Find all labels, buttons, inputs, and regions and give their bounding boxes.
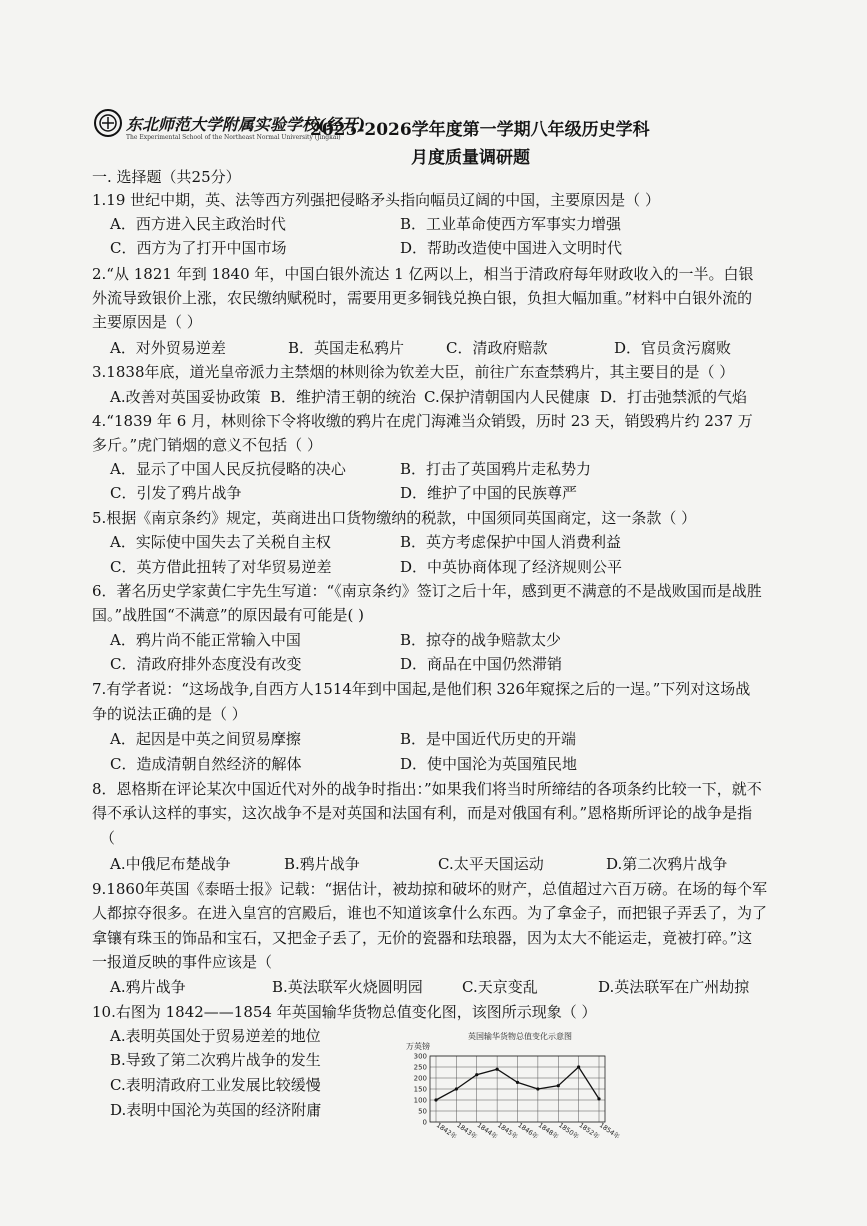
q8-option-b: B.鸦片战争 [284,855,360,873]
q6-option-d: D．商品在中国仍然滞销 [400,655,563,673]
q5-option-d: D．中英协商体现了经济规则公平 [400,558,623,576]
data-point [577,1065,580,1068]
q9-option-c: C.天京变乱 [462,978,538,996]
q4-option-c: C．引发了鸦片战争 [110,484,242,502]
x-tick-label: 1844年 [475,1121,500,1141]
question-6-line-2: 国。”战胜国“不满意”的原因最有可能是( ) [92,606,364,624]
q8-option-c: C.太平天国运动 [438,855,544,873]
x-tick-label: 1854年 [597,1121,622,1141]
q8-option-d: D.第二次鸦片战争 [606,855,728,873]
q7-option-c: C．造成清朝自然经济的解体 [110,755,302,773]
q7-option-b: B．是中国近代历史的开端 [400,730,577,748]
q4-option-d: D．维护了中国的民族尊严 [400,484,578,502]
q2-option-a: A．对外贸易逆差 [110,339,226,357]
x-tick-label: 1842年 [434,1121,459,1141]
x-tick-label: 1846年 [516,1121,540,1141]
chart-ylabel: 万英镑 [406,1042,430,1051]
data-point [455,1087,458,1090]
data-point [516,1081,519,1084]
x-tick-label: 1850年 [557,1121,581,1141]
y-tick-label: 50 [418,1107,427,1116]
q4-option-a: A．显示了中国人民反抗侵略的决心 [110,460,346,478]
exam-title: 2025-2026学年度第一学期八年级历史学科 [310,120,650,140]
q3-option-d: D．打击弛禁派的气焰 [600,388,748,406]
data-point [434,1098,437,1101]
q6-option-a: A．鸦片尚不能正常输入中国 [110,631,301,649]
y-tick-label: 150 [413,1085,427,1094]
data-point [597,1097,600,1100]
q7-option-d: D．使中国沦为英国殖民地 [400,755,578,773]
question-9-line-3: 拿镶有珠玉的饰品和宝石，又把金子丢了，无价的瓷器和珐琅器，因为太大不能运走，竟被打碎。”这 [92,929,753,947]
q7-option-a: A．起因是中英之间贸易摩擦 [110,730,301,748]
q9-option-d: D.英法联军在广州劫掠 [598,978,750,996]
question-9-line-1: 9.1860年英国《泰晤士报》记载：“据估计，被劫掠和破坏的财产，总值超过六百万磅。在场的每个军 [92,880,768,898]
section-heading: 一. 选择题（共25分） [92,168,241,186]
question-2-line-1: 2.“从 1821 年到 1840 年，中国白银外流达 1 亿两以上，相当于清政府每年财政收入的一半。白银 [92,265,754,283]
question-6-line-1: 6．著名历史学家黄仁宇先生写道：“《南京条约》签订之后十年，感到更不满意的不是战败国而是战胜 [92,582,762,600]
q2-option-b: B．英国走私鸦片 [288,339,405,357]
q5-option-b: B．英方考虑保护中国人消费利益 [400,533,622,551]
q10-option-b: B.导致了第二次鸦片战争的发生 [110,1051,321,1069]
x-tick-label: 1852年 [577,1121,601,1141]
q1-option-b: B．工业革命使西方军事实力增强 [400,215,622,233]
question-5-line-1: 5.根据《南京条约》规定，英商进出口货物缴纳的税款，中国须同英国商定，这一条款（ ） [92,509,697,527]
y-tick-label: 250 [413,1063,427,1072]
chart-title: 英国输华货物总值变化示意图 [468,1032,572,1041]
y-tick-label: 300 [413,1052,427,1061]
exam-subtitle: 月度质量调研题 [411,148,530,168]
q2-option-d: D．官员贪污腐败 [614,339,732,357]
q1-option-a: A．西方进入民主政治时代 [110,215,286,233]
q3-option-a: A.改善对英国妥协政策 [110,388,261,406]
q10-option-c: C.表明清政府工业发展比较缓慢 [110,1076,321,1094]
question-8-line-1: 8．恩格斯在评论某次中国近代对外的战争时指出：”如果我们将当时所缔结的各项条约比较一下，就不 [92,780,762,798]
data-point [536,1087,539,1090]
question-3-line-1: 3.1838年底，道光皇帝派力主禁烟的林则徐为钦差大臣，前往广东查禁鸦片，其主要目的是（ ） [92,363,735,381]
question-2-line-2: 外流导致银价上涨，农民缴纳赋税时，需要用更多铜钱兑换白银，负担大幅加重。”材料中白银外流的 [92,289,753,307]
q2-option-c: C．清政府赔款 [446,339,548,357]
question-7-line-2: 争的说法正确的是（ ） [92,705,247,723]
question-4-line-1: 4.“1839 年 6 月，林则徐下令将收缴的鸦片在虎门海滩当众销毁，历时 23 天，销毁鸦片约 237 万 [92,412,753,430]
q4-option-b: B．打击了英国鸦片走私势力 [400,460,592,478]
question-9-line-4: 一报道反映的事件应该是（ [92,953,273,971]
q6-option-b: B．掠夺的战争赔款太少 [400,631,562,649]
data-point [475,1073,478,1076]
q9-option-b: B.英法联军火烧圆明园 [272,978,423,996]
question-2-line-3: 主要原因是（ ） [92,313,202,331]
q1-option-d: D．帮助改造使中国进入文明时代 [400,239,623,257]
data-point [496,1068,499,1071]
q6-option-c: C．清政府排外态度没有改变 [110,655,302,673]
data-point [557,1084,560,1087]
q5-option-c: C．英方借此扭转了对华贸易逆差 [110,558,332,576]
q10-option-d: D.表明中国沦为英国的经济附庸 [110,1101,322,1119]
y-tick-label: 100 [413,1096,427,1105]
x-tick-label: 1848年 [536,1121,561,1141]
q10-option-a: A.表明英国处于贸易逆差的地位 [110,1027,321,1045]
question-9-line-2: 人都掠夺很多。在进入皇宫的宫殿后，谁也不知道该拿什么东西。为了拿金子，而把银子弄丢了，为了 [92,904,768,922]
school-name-en: The Experimental School of the Northeast Normal University (Jingkai) [126,134,341,141]
y-tick-label: 200 [413,1074,427,1083]
question-4-line-2: 多斤。”虎门销烟的意义不包括（ ） [92,436,322,454]
question-8-line-3: （ [100,829,116,847]
x-tick-label: 1843年 [455,1121,479,1141]
school-name: 东北师范大学附属实验学校(经开) [126,115,366,134]
question-1-line-1: 1.19 世纪中期，英、法等西方列强把侵略矛头指向幅员辽阔的中国，主要原因是（ ） [92,191,660,209]
q1-option-c: C．西方为了打开中国市场 [110,239,287,257]
q3-option-b: B．维护清王朝的统治 [270,388,417,406]
question-7-line-1: 7.有学者说：“这场战争,自西方人1514年到中国起,是他们积 326年窥探之后的一逞。”下列对这场战 [92,680,751,698]
q5-option-a: A．实际使中国失去了关税自主权 [110,533,331,551]
y-tick-label: 0 [422,1118,427,1127]
q8-option-a: A.中俄尼布楚战争 [110,855,231,873]
question-10-line-1: 10.右图为 1842——1854 年英国输华货物总值变化图，该图所示现象（ ） [92,1003,597,1021]
q9-option-a: A.鸦片战争 [110,978,186,996]
question-8-line-2: 得不承认这样的事实，这次战争不是对英国和法国有利，而是对俄国有利。”恩格斯所评论的战争是指 [92,804,753,822]
british-exports-line-chart [400,1030,622,1148]
school-emblem-icon [93,108,123,138]
q3-option-c: C.保护清朝国内人民健康 [424,388,590,406]
x-tick-label: 1845年 [495,1121,520,1141]
